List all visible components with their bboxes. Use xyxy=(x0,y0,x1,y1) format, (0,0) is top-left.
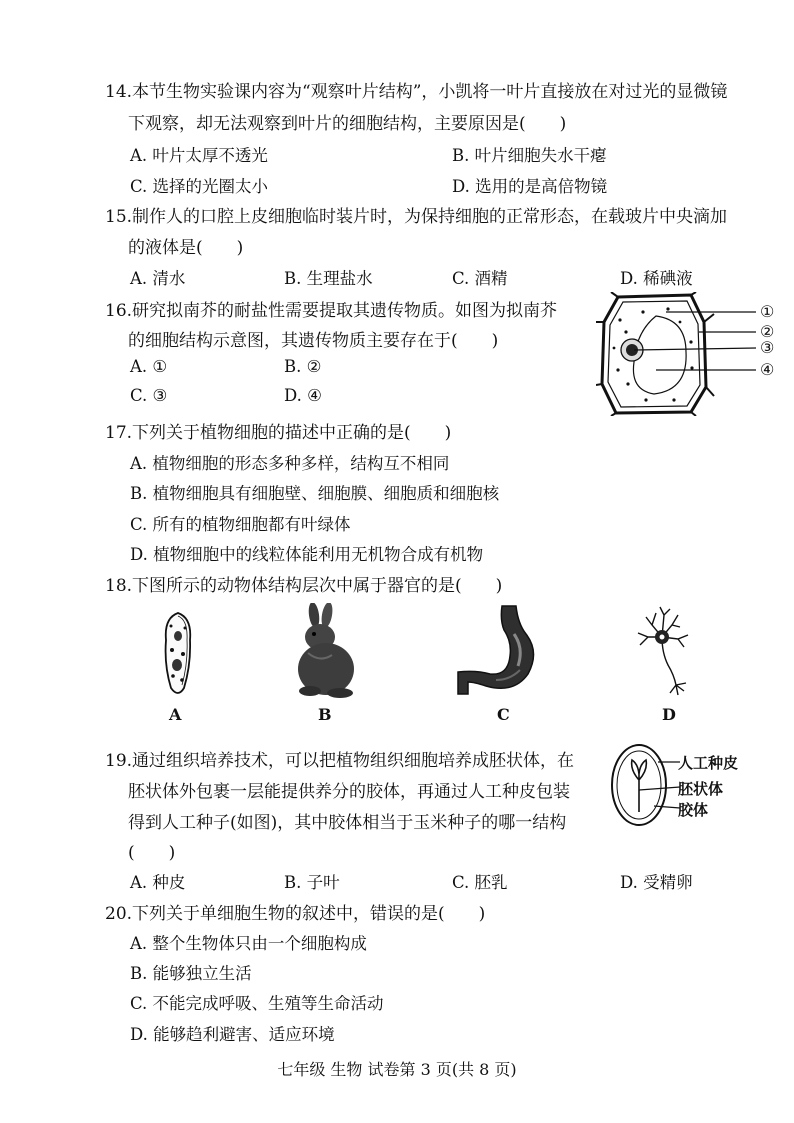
stomach-image xyxy=(456,604,542,696)
q20-option-c: C. 不能完成呼吸、生殖等生命活动 xyxy=(130,994,384,1013)
q18-label-c: C xyxy=(497,705,510,724)
q14-option-d: D. 选用的是高倍物镜 xyxy=(452,177,608,196)
cell-label-1: ① xyxy=(760,302,775,321)
q16-option-c: C. ③ xyxy=(130,386,168,405)
neuron-image xyxy=(634,603,694,698)
q17-option-d: D. 植物细胞中的线粒体能利用无机物合成有机物 xyxy=(130,545,484,564)
cell-label-4: ④ xyxy=(760,360,775,379)
q14-stem-line2: 下观察，却无法观察到叶片的细胞结构，主要原因是( ) xyxy=(128,114,567,134)
q16-stem-line1: 16.研究拟南芥的耐盐性需要提取其遗传物质。如图为拟南芥 xyxy=(105,301,558,321)
q16-stem-line2: 的细胞结构示意图，其遗传物质主要存在于( ) xyxy=(128,331,499,351)
paramecium-image xyxy=(158,610,198,698)
page-footer: 七年级 生物 试卷第 3 页(共 8 页) xyxy=(277,1060,517,1079)
q18-stem: 18.下图所示的动物体结构层次中属于器官的是( ) xyxy=(105,576,503,596)
q19-stem-line1: 19.通过组织培养技术，可以把植物组织细胞培养成胚状体，在 xyxy=(105,751,575,771)
q15-stem-line1: 15.制作人的口腔上皮细胞临时装片时，为保持细胞的正常形态，在载玻片中央滴加 xyxy=(105,207,728,227)
q14-stem-line1: 14.本节生物实验课内容为“观察叶片结构”，小凯将一叶片直接放在对过光的显微镜 xyxy=(105,82,728,102)
q15-stem-line2: 的液体是( ) xyxy=(128,238,244,258)
q14-option-a: A. 叶片太厚不透光 xyxy=(130,146,268,165)
q15-option-b: B. 生理盐水 xyxy=(284,269,373,288)
plant-cell-diagram xyxy=(596,292,786,416)
q15-option-d: D. 稀碘液 xyxy=(620,269,693,288)
q19-stem-line2: 胚状体外包裹一层能提供养分的胶体，再通过人工种皮包装 xyxy=(128,782,570,802)
q15-option-a: A. 清水 xyxy=(130,269,186,288)
q19-option-b: B. 子叶 xyxy=(284,873,340,892)
q17-option-b: B. 植物细胞具有细胞壁、细胞膜、细胞质和细胞核 xyxy=(130,484,500,503)
q19-stem-line3: 得到人工种子(如图)，其中胶体相当于玉米种子的哪一结构 xyxy=(128,813,567,833)
q16-option-b: B. ② xyxy=(284,357,322,376)
q15-option-c: C. 酒精 xyxy=(452,269,508,288)
q20-option-b: B. 能够独立生活 xyxy=(130,964,252,983)
q20-option-a: A. 整个生物体只由一个细胞构成 xyxy=(130,934,367,953)
q20-option-d: D. 能够趋利避害、适应环境 xyxy=(130,1025,335,1044)
rabbit-image xyxy=(290,603,358,699)
q18-label-d: D xyxy=(662,705,676,724)
seed-label-coat: 人工种皮 xyxy=(678,754,739,772)
q17-stem: 17.下列关于植物细胞的描述中正确的是( ) xyxy=(105,423,452,443)
q18-label-b: B xyxy=(318,705,332,724)
q14-option-c: C. 选择的光圈太小 xyxy=(130,177,269,196)
q16-option-d: D. ④ xyxy=(284,386,322,405)
cell-label-2: ② xyxy=(760,322,775,341)
q14-option-b: B. 叶片细胞失水干瘪 xyxy=(452,146,607,165)
q18-label-a: A xyxy=(169,705,182,724)
cell-label-3: ③ xyxy=(760,338,775,357)
seed-label-embryoid: 胚状体 xyxy=(678,780,724,798)
artificial-seed-diagram xyxy=(608,740,688,830)
q19-stem-line4: ( ) xyxy=(128,843,176,863)
q19-option-d: D. 受精卵 xyxy=(620,873,693,892)
seed-label-gel: 胶体 xyxy=(678,801,709,819)
q20-stem: 20.下列关于单细胞生物的叙述中，错误的是( ) xyxy=(105,904,486,924)
q16-option-a: A. ① xyxy=(130,357,168,376)
q19-option-c: C. 胚乳 xyxy=(452,873,508,892)
q19-option-a: A. 种皮 xyxy=(130,873,186,892)
q17-option-a: A. 植物细胞的形态多种多样，结构互不相同 xyxy=(130,454,450,473)
q17-option-c: C. 所有的植物细胞都有叶绿体 xyxy=(130,515,351,534)
